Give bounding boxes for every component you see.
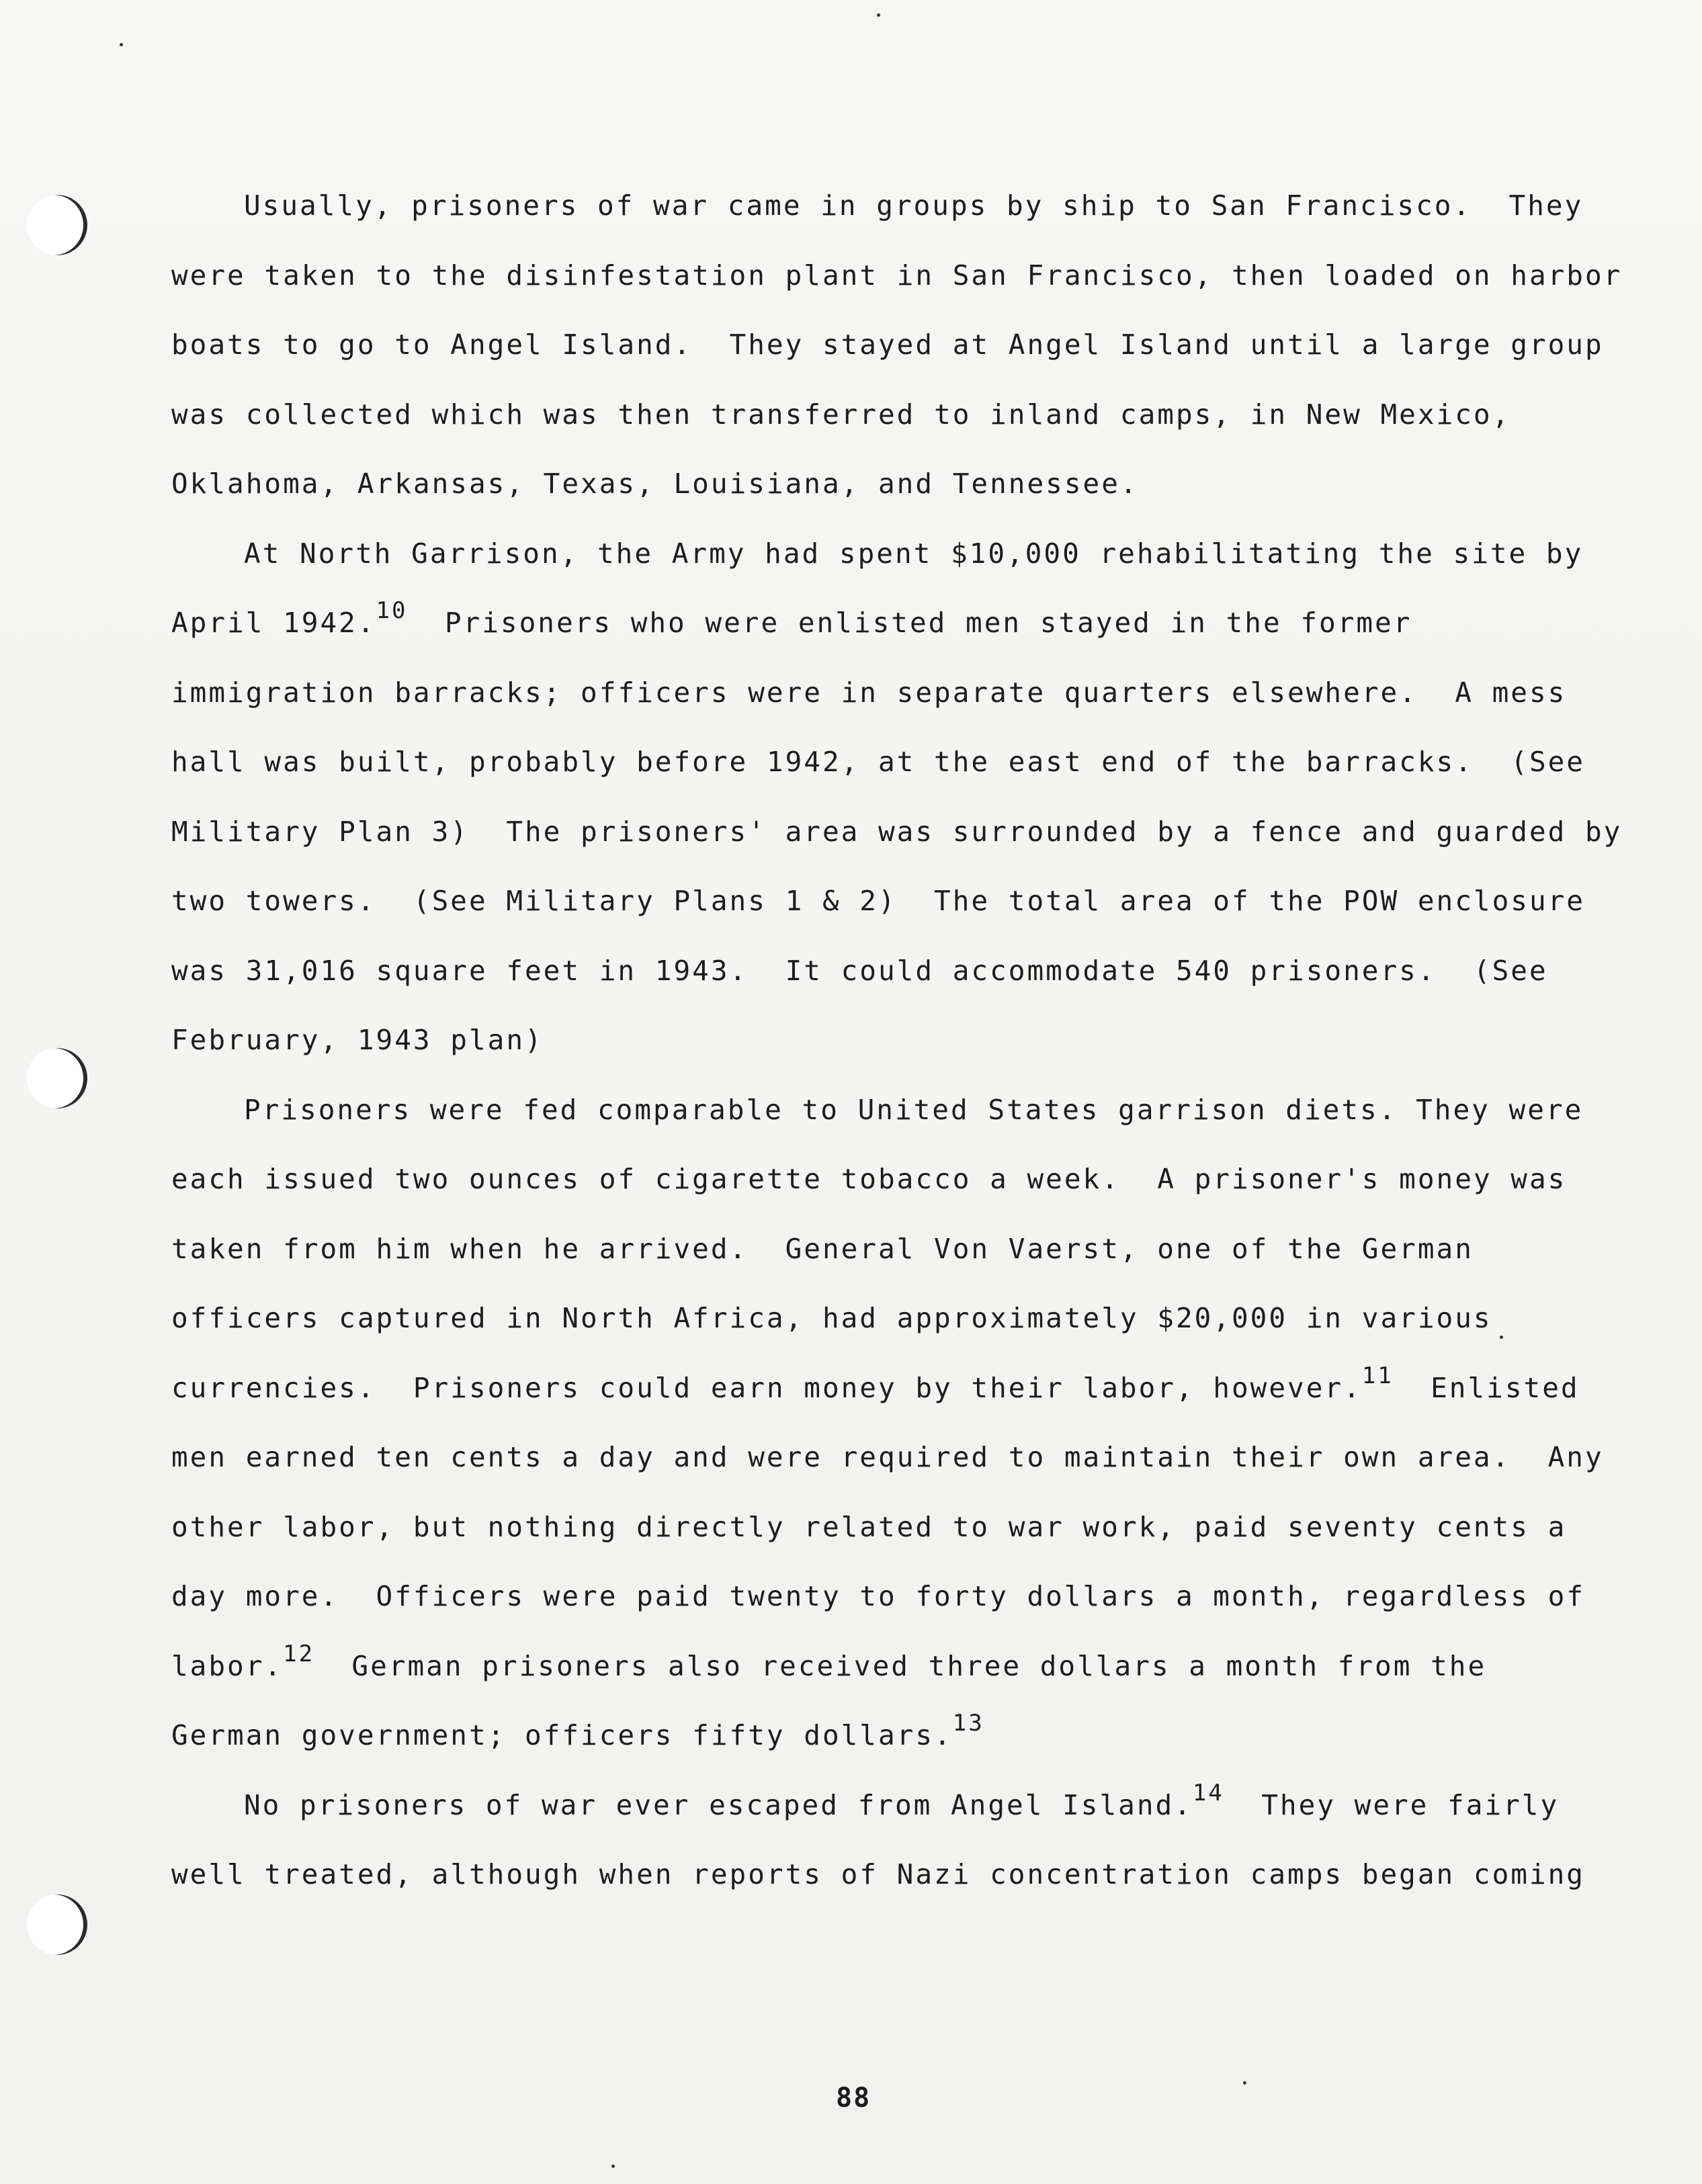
line-text: No prisoners of war ever escaped from Angel Island. [244, 1788, 1193, 1821]
footnote-marker: 12 [283, 1640, 315, 1667]
text-line [171, 658, 1567, 728]
paper-speck [120, 43, 123, 46]
line-text: two towers. (See Military Plans 1 & 2) The total area of the POW enclosure [171, 885, 1585, 917]
text-line [171, 728, 1585, 797]
line-text: men earned ten cents a day and were required to maintain their own area. Any [171, 1441, 1604, 1473]
footnote-marker: 10 [376, 597, 408, 625]
text-line [171, 310, 1604, 380]
line-text: taken from him when he arrived. General Von Vaerst, one of the German [171, 1232, 1474, 1265]
line-text: officers captured in North Africa, had approximately $20,000 in various [171, 1302, 1492, 1334]
footnote-marker: 13 [952, 1710, 984, 1737]
text-line [171, 1632, 1549, 1702]
line-text-continued: They were fairly [1224, 1788, 1560, 1821]
line-text: Prisoners were fed comparable to United States garrison diets. They were [244, 1093, 1584, 1126]
line-text: day more. Officers were paid twenty to forty dollars a month, regardless of [171, 1580, 1585, 1612]
footnote-marker: 14 [1192, 1779, 1224, 1806]
text-line [171, 449, 1549, 519]
binder-hole [27, 1048, 87, 1108]
line-text: other labor, but nothing directly related to war work, paid seventy cents a [171, 1510, 1567, 1543]
text-line [171, 1423, 1604, 1493]
line-text: April 1942. [171, 607, 376, 639]
line-text: immigration barracks; officers were in separate quarters elsewhere. A mess [171, 676, 1567, 709]
text-line [171, 1006, 1549, 1076]
binder-hole [27, 1894, 87, 1955]
line-text: well treated, although when reports of Nazi concentration camps began coming [171, 1858, 1585, 1890]
line-text: hall was built, probably before 1942, at the east end of the barracks. (See [171, 746, 1585, 778]
text-line [171, 1284, 1549, 1354]
line-text-continued: Prisoners who were enlisted men stayed in the former [407, 607, 1412, 639]
text-line [171, 588, 1549, 658]
line-text: At North Garrison, the Army had spent $10,000 rehabilitating the site by [244, 537, 1584, 570]
text-line [171, 1562, 1585, 1632]
line-text: Oklahoma, Arkansas, Texas, Louisiana, and Tennessee. [171, 468, 1139, 500]
line-text: boats to go to Angel Island. They stayed at Angel Island until a large group [171, 329, 1604, 361]
paper-speck [1243, 2081, 1246, 2085]
binder-hole [27, 195, 87, 255]
text-line [171, 380, 1549, 450]
text-line [171, 1145, 1567, 1215]
text-line [171, 1701, 1549, 1771]
text-line [171, 797, 1623, 867]
text-line [171, 1215, 1549, 1284]
page-number: 88 [836, 2083, 871, 2113]
text-line [171, 519, 1584, 589]
line-text: currencies. Prisoners could earn money by their labor, however. [171, 1371, 1362, 1404]
line-text: were taken to the disinfestation plant in San Francisco, then loaded on harbor [171, 259, 1623, 292]
line-text: German government; officers fifty dollars. [171, 1719, 953, 1751]
text-line [171, 1354, 1580, 1424]
line-text: labor. [171, 1649, 284, 1682]
text-line [171, 1771, 1560, 1841]
paper-speck [611, 2165, 615, 2168]
text-line [171, 171, 1584, 241]
line-text: Military Plan 3) The prisoners' area was surrounded by a fence and guarded by [171, 815, 1623, 848]
footnote-marker: 11 [1361, 1362, 1394, 1389]
text-line [171, 1493, 1567, 1563]
text-line [171, 867, 1585, 936]
line-text: February, 1943 plan) [171, 1024, 544, 1056]
paper-speck [877, 13, 880, 17]
line-text-continued: Enlisted [1393, 1371, 1580, 1404]
text-line [171, 241, 1623, 311]
text-line [171, 1840, 1585, 1910]
line-text: Usually, prisoners of war came in groups by ship to San Francisco. They [244, 189, 1584, 222]
text-line [171, 936, 1549, 1006]
line-text: was 31,016 square feet in 1943. It could accommodate 540 prisoners. (See [171, 954, 1548, 987]
line-text: was collected which was then transferred to inland camps, in New Mexico, [171, 398, 1511, 431]
body-text [171, 171, 1623, 1910]
line-text: each issued two ounces of cigarette tobacco a week. A prisoner's money was [171, 1163, 1567, 1195]
line-text-continued: German prisoners also received three dollars a month from the [314, 1649, 1487, 1682]
text-line [171, 1076, 1584, 1145]
